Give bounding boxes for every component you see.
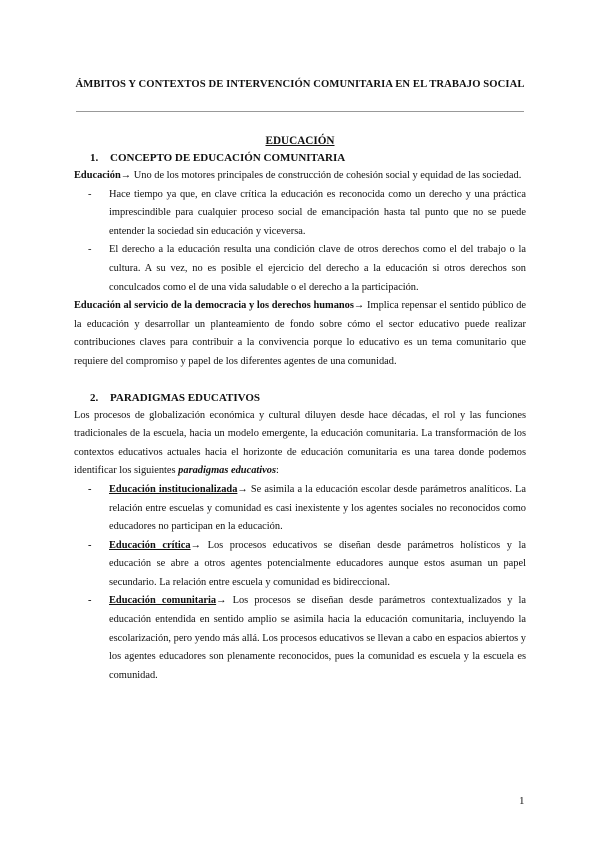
definition-text: Uno de los motores principales de construcción de cohesión social y equidad de las sociedad.	[131, 170, 522, 181]
heading-number: 1.	[90, 152, 99, 164]
document-title: ÁMBITOS Y CONTEXTOS DE INTERVENCIÓN COMUNITARIA EN EL TRABAJO SOCIAL	[75, 79, 525, 90]
list-item: - Hace tiempo ya que, en clave crítica la educación es reconocida como un derecho y una práctica imprescindible para cualquier proceso social de emancipación hasta tal punto que no se puede entender la sociedad sin educación y viceversa.	[74, 186, 526, 242]
paradigm-term: Educación comunitaria	[109, 595, 217, 607]
heading-concepto	[74, 150, 526, 167]
list-item	[74, 481, 526, 537]
heading-text: PARADIGMAS EDUCATIVOS	[110, 391, 261, 404]
concept-bullet-list	[74, 186, 526, 298]
intro-term: paradigmas educativos	[178, 465, 277, 477]
paradigms-intro	[74, 407, 526, 481]
definition-term: Educación al servicio de la democracia y los derechos humanos→	[74, 300, 365, 312]
paradigm-list	[74, 481, 526, 686]
heading-paradigmas	[74, 390, 526, 407]
arrow-glyph: →	[190, 539, 202, 551]
definition-educacion	[74, 167, 526, 186]
intro-end: :	[276, 465, 279, 477]
list-item	[74, 537, 526, 593]
definition-democracia	[74, 297, 526, 371]
arrow-glyph: →	[237, 483, 248, 495]
title-divider	[76, 111, 524, 112]
paradigm-term: Educación crítica	[109, 539, 191, 551]
section-title: EDUCACIÓN	[265, 135, 335, 147]
page-number: 1	[519, 795, 525, 807]
list-item: - El derecho a la educación resulta una condición clave de otros derechos como el del trabajo o la cultura. A su vez, no es posible el ejercicio del derecho a la educación si otros derechos son conculcados como el de una vida saludable o el derecho a la participación.	[74, 241, 526, 297]
document-body	[74, 132, 526, 685]
paradigm-term: Educación institucionalizada	[109, 483, 238, 495]
intro-text: Los procesos de globalización económica y cultural diluyen desde hace décadas, el rol y las funciones tradicionales de la escuela, hacia un modelo emergente, la educación comunitaria. La transformación de los contextos educativos actuales hacia el horizonte de educación comunitaria es una tarea donde podemos identificar los siguientes	[74, 409, 526, 477]
paradigm-text: Los procesos se diseñan desde parámetros contextualizados y la educación entendida en sentido amplio se asimila hacia la educación comunitaria, incluyendo la escolarización, pero yendo más allá. Los procesos educativos se llevan a cabo en espacios abiertos y los agentes educadores son plenamente reconocidos, pues la comunidad es escuela y la escuela es comunidad.	[109, 595, 526, 681]
paradigm-text: Los procesos educativos se diseñan desde parámetros holísticos y la educación se abre a otros agentes potencialmente educadores aunque estos asuman un papel secundario. La relación entre escuela y comunidad es bidireccional.	[109, 539, 526, 588]
list-item	[74, 592, 526, 685]
definition-text: Implica repensar el sentido público de la educación y desarrollar un planteamiento de fondo sobre cómo el sector educativo puede realizar contribuciones claves para contribuir a la convivencia porque lo educativo es un tema comunitario que requiere del compromiso y papel de los diferentes agentes de una comunidad.	[74, 300, 527, 367]
arrow-glyph: →	[216, 595, 227, 607]
heading-number: 2.	[90, 391, 99, 404]
spacer	[74, 372, 526, 390]
paradigm-text: Se asimila a la educación escolar desde parámetros analíticos. La relación entre escuelas y comunidad es casi inexistente y los agentes sociales no reconocidos como educadores no participan en la educación.	[109, 483, 526, 533]
definition-term: Educación→	[74, 170, 132, 181]
heading-text: CONCEPTO DE EDUCACIÓN COMUNITARIA	[110, 152, 346, 164]
